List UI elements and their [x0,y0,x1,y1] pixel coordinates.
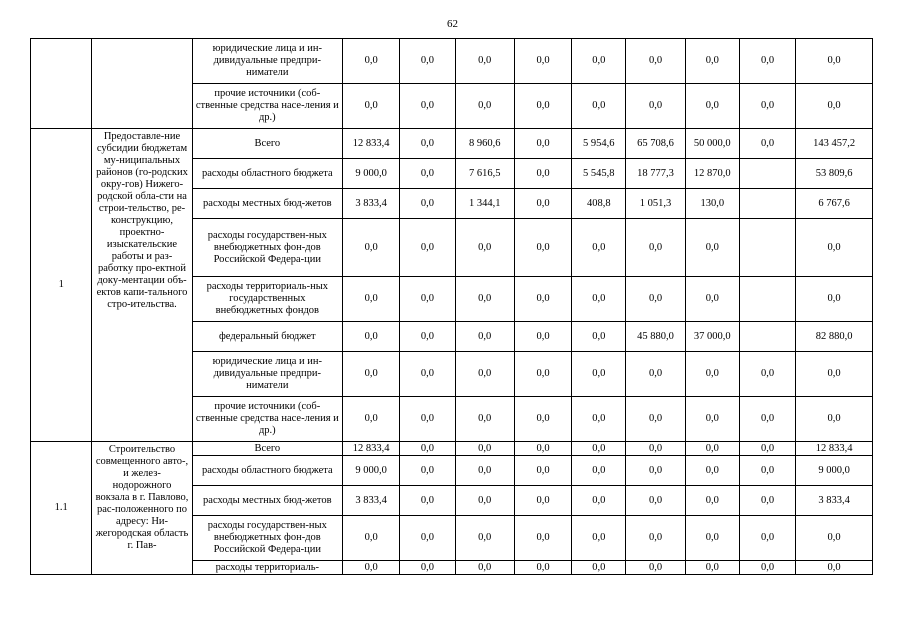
row-number-cell: 1 [31,129,92,442]
value-cell: 0,0 [626,277,685,322]
value-cell: 7 616,5 [455,159,514,189]
value-cell: 0,0 [514,189,571,219]
value-cell: 0,0 [685,561,739,575]
value-cell [739,159,795,189]
value-cell: 0,0 [400,486,455,516]
value-cell: 0,0 [572,397,626,442]
value-cell: 0,0 [343,219,400,277]
value-cell: 408,8 [572,189,626,219]
value-cell: 0,0 [739,352,795,397]
funding-source-cell: расходы государствен-ных внебюджетных фон-дов Российской Федера-ции [192,219,342,277]
value-cell: 0,0 [455,456,514,486]
value-cell: 45 880,0 [626,322,685,352]
value-cell: 0,0 [685,39,739,84]
value-cell: 0,0 [685,442,739,456]
value-cell: 0,0 [455,397,514,442]
value-cell: 0,0 [514,486,571,516]
value-cell: 0,0 [514,456,571,486]
value-cell: 0,0 [739,84,795,129]
value-cell: 0,0 [796,397,873,442]
funding-source-cell: расходы территориаль-ных государственных внебюджетных фондов [192,277,342,322]
value-cell: 0,0 [455,486,514,516]
value-cell: 0,0 [514,129,571,159]
value-cell: 0,0 [455,277,514,322]
value-cell: 0,0 [796,561,873,575]
value-cell: 50 000,0 [685,129,739,159]
value-cell: 0,0 [572,442,626,456]
value-cell: 0,0 [739,39,795,84]
value-cell: 0,0 [626,561,685,575]
value-cell: 0,0 [400,397,455,442]
value-cell: 0,0 [685,219,739,277]
table-body [31,39,873,575]
value-cell: 0,0 [400,39,455,84]
value-cell: 0,0 [626,397,685,442]
value-cell: 12 833,4 [343,442,400,456]
value-cell: 0,0 [455,322,514,352]
row-number-cell: 1.1 [31,442,92,575]
value-cell: 12 833,4 [343,129,400,159]
value-cell: 0,0 [572,322,626,352]
value-cell: 3 833,4 [796,486,873,516]
value-cell: 0,0 [343,84,400,129]
value-cell: 0,0 [455,442,514,456]
value-cell: 0,0 [796,516,873,561]
value-cell: 0,0 [514,322,571,352]
value-cell: 0,0 [400,129,455,159]
value-cell: 1 344,1 [455,189,514,219]
value-cell: 0,0 [343,277,400,322]
page-number: 62 [447,18,458,30]
value-cell: 0,0 [514,277,571,322]
value-cell: 0,0 [455,39,514,84]
value-cell: 0,0 [739,442,795,456]
value-cell: 0,0 [739,456,795,486]
value-cell: 0,0 [343,352,400,397]
value-cell: 0,0 [455,219,514,277]
value-cell: 0,0 [626,84,685,129]
value-cell: 37 000,0 [685,322,739,352]
funding-source-cell: прочие источники (соб-ственные средства насе-ления и др.) [192,84,342,129]
value-cell: 0,0 [514,84,571,129]
value-cell: 0,0 [514,219,571,277]
value-cell: 82 880,0 [796,322,873,352]
value-cell: 0,0 [572,39,626,84]
funding-source-cell: Всего [192,129,342,159]
measure-description-cell [92,39,192,129]
funding-source-cell: федеральный бюджет [192,322,342,352]
value-cell: 0,0 [572,84,626,129]
value-cell: 0,0 [685,397,739,442]
measure-description-cell: Предоставле-ние субсидии бюджетам му-ниципальных районов (го-родских окру-гов) Нижего-родской обла-сти на строи-тельство, ре-конструкцию, проектно-изыскательские работы и раз-работку про-ектной доку-ментации объ-ектов капи-тального стро-ительства. [92,129,192,442]
value-cell: 0,0 [343,516,400,561]
value-cell: 0,0 [400,277,455,322]
value-cell: 0,0 [343,397,400,442]
table-row [31,129,873,159]
value-cell: 0,0 [455,561,514,575]
value-cell: 0,0 [685,456,739,486]
value-cell [739,219,795,277]
funding-source-cell: расходы областного бюджета [192,159,342,189]
table-row [31,39,873,84]
value-cell: 0,0 [685,516,739,561]
value-cell: 0,0 [796,84,873,129]
value-cell: 0,0 [685,352,739,397]
value-cell [739,277,795,322]
value-cell: 0,0 [796,39,873,84]
value-cell: 0,0 [739,516,795,561]
funding-source-cell: расходы местных бюд-жетов [192,189,342,219]
value-cell: 0,0 [455,516,514,561]
value-cell: 0,0 [739,397,795,442]
value-cell: 1 051,3 [626,189,685,219]
row-number-cell [31,39,92,129]
value-cell: 65 708,6 [626,129,685,159]
value-cell: 9 000,0 [796,456,873,486]
value-cell: 12 870,0 [685,159,739,189]
value-cell: 0,0 [514,352,571,397]
measure-description-cell: Строительство совмещенного авто-, и желез-нодорожного вокзала в г. Павлово, рас-положенного по адресу: Ни-жегородская область г. Пав- [92,442,192,575]
value-cell: 0,0 [514,442,571,456]
funding-source-cell: расходы областного бюджета [192,456,342,486]
value-cell: 0,0 [626,219,685,277]
value-cell: 0,0 [400,159,455,189]
funding-source-cell: Всего [192,442,342,456]
value-cell: 0,0 [343,322,400,352]
value-cell: 0,0 [796,277,873,322]
value-cell: 0,0 [626,516,685,561]
value-cell: 0,0 [400,219,455,277]
value-cell: 0,0 [400,189,455,219]
value-cell: 0,0 [685,486,739,516]
value-cell: 0,0 [626,456,685,486]
value-cell: 0,0 [400,442,455,456]
value-cell: 0,0 [739,486,795,516]
value-cell: 0,0 [514,397,571,442]
value-cell: 0,0 [400,456,455,486]
value-cell: 0,0 [796,352,873,397]
value-cell [739,189,795,219]
value-cell: 0,0 [343,561,400,575]
value-cell: 0,0 [572,352,626,397]
funding-source-cell: юридические лица и ин-дивидуальные предпри-ниматели [192,352,342,397]
value-cell: 0,0 [572,277,626,322]
value-cell: 0,0 [400,516,455,561]
value-cell: 0,0 [626,486,685,516]
value-cell: 0,0 [400,352,455,397]
funding-source-cell: расходы территориаль- [192,561,342,575]
value-cell: 5 545,8 [572,159,626,189]
value-cell: 12 833,4 [796,442,873,456]
value-cell: 0,0 [739,561,795,575]
value-cell: 0,0 [400,322,455,352]
value-cell [739,322,795,352]
value-cell: 3 833,4 [343,486,400,516]
table-row [31,442,873,456]
budget-table [30,38,873,575]
funding-source-cell: юридические лица и ин-дивидуальные предпри-ниматели [192,39,342,84]
value-cell: 130,0 [685,189,739,219]
funding-source-cell: расходы государствен-ных внебюджетных фон-дов Российской Федера-ции [192,516,342,561]
value-cell: 5 954,6 [572,129,626,159]
value-cell: 0,0 [739,129,795,159]
value-cell: 0,0 [400,561,455,575]
value-cell: 0,0 [514,561,571,575]
value-cell: 0,0 [514,159,571,189]
value-cell: 0,0 [626,442,685,456]
value-cell: 0,0 [572,219,626,277]
value-cell: 0,0 [626,39,685,84]
value-cell: 0,0 [343,39,400,84]
value-cell: 0,0 [626,352,685,397]
value-cell: 0,0 [685,277,739,322]
value-cell: 0,0 [572,516,626,561]
value-cell: 6 767,6 [796,189,873,219]
value-cell: 143 457,2 [796,129,873,159]
value-cell: 0,0 [455,84,514,129]
value-cell: 0,0 [572,561,626,575]
funding-source-cell: прочие источники (соб-ственные средства насе-ления и др.) [192,397,342,442]
value-cell: 0,0 [400,84,455,129]
value-cell: 0,0 [796,219,873,277]
value-cell: 9 000,0 [343,456,400,486]
value-cell: 0,0 [455,352,514,397]
funding-source-cell: расходы местных бюд-жетов [192,486,342,516]
value-cell: 0,0 [685,84,739,129]
value-cell: 0,0 [514,516,571,561]
value-cell: 3 833,4 [343,189,400,219]
value-cell: 0,0 [572,486,626,516]
value-cell: 0,0 [572,456,626,486]
value-cell: 18 777,3 [626,159,685,189]
value-cell: 0,0 [514,39,571,84]
value-cell: 8 960,6 [455,129,514,159]
value-cell: 53 809,6 [796,159,873,189]
value-cell: 9 000,0 [343,159,400,189]
